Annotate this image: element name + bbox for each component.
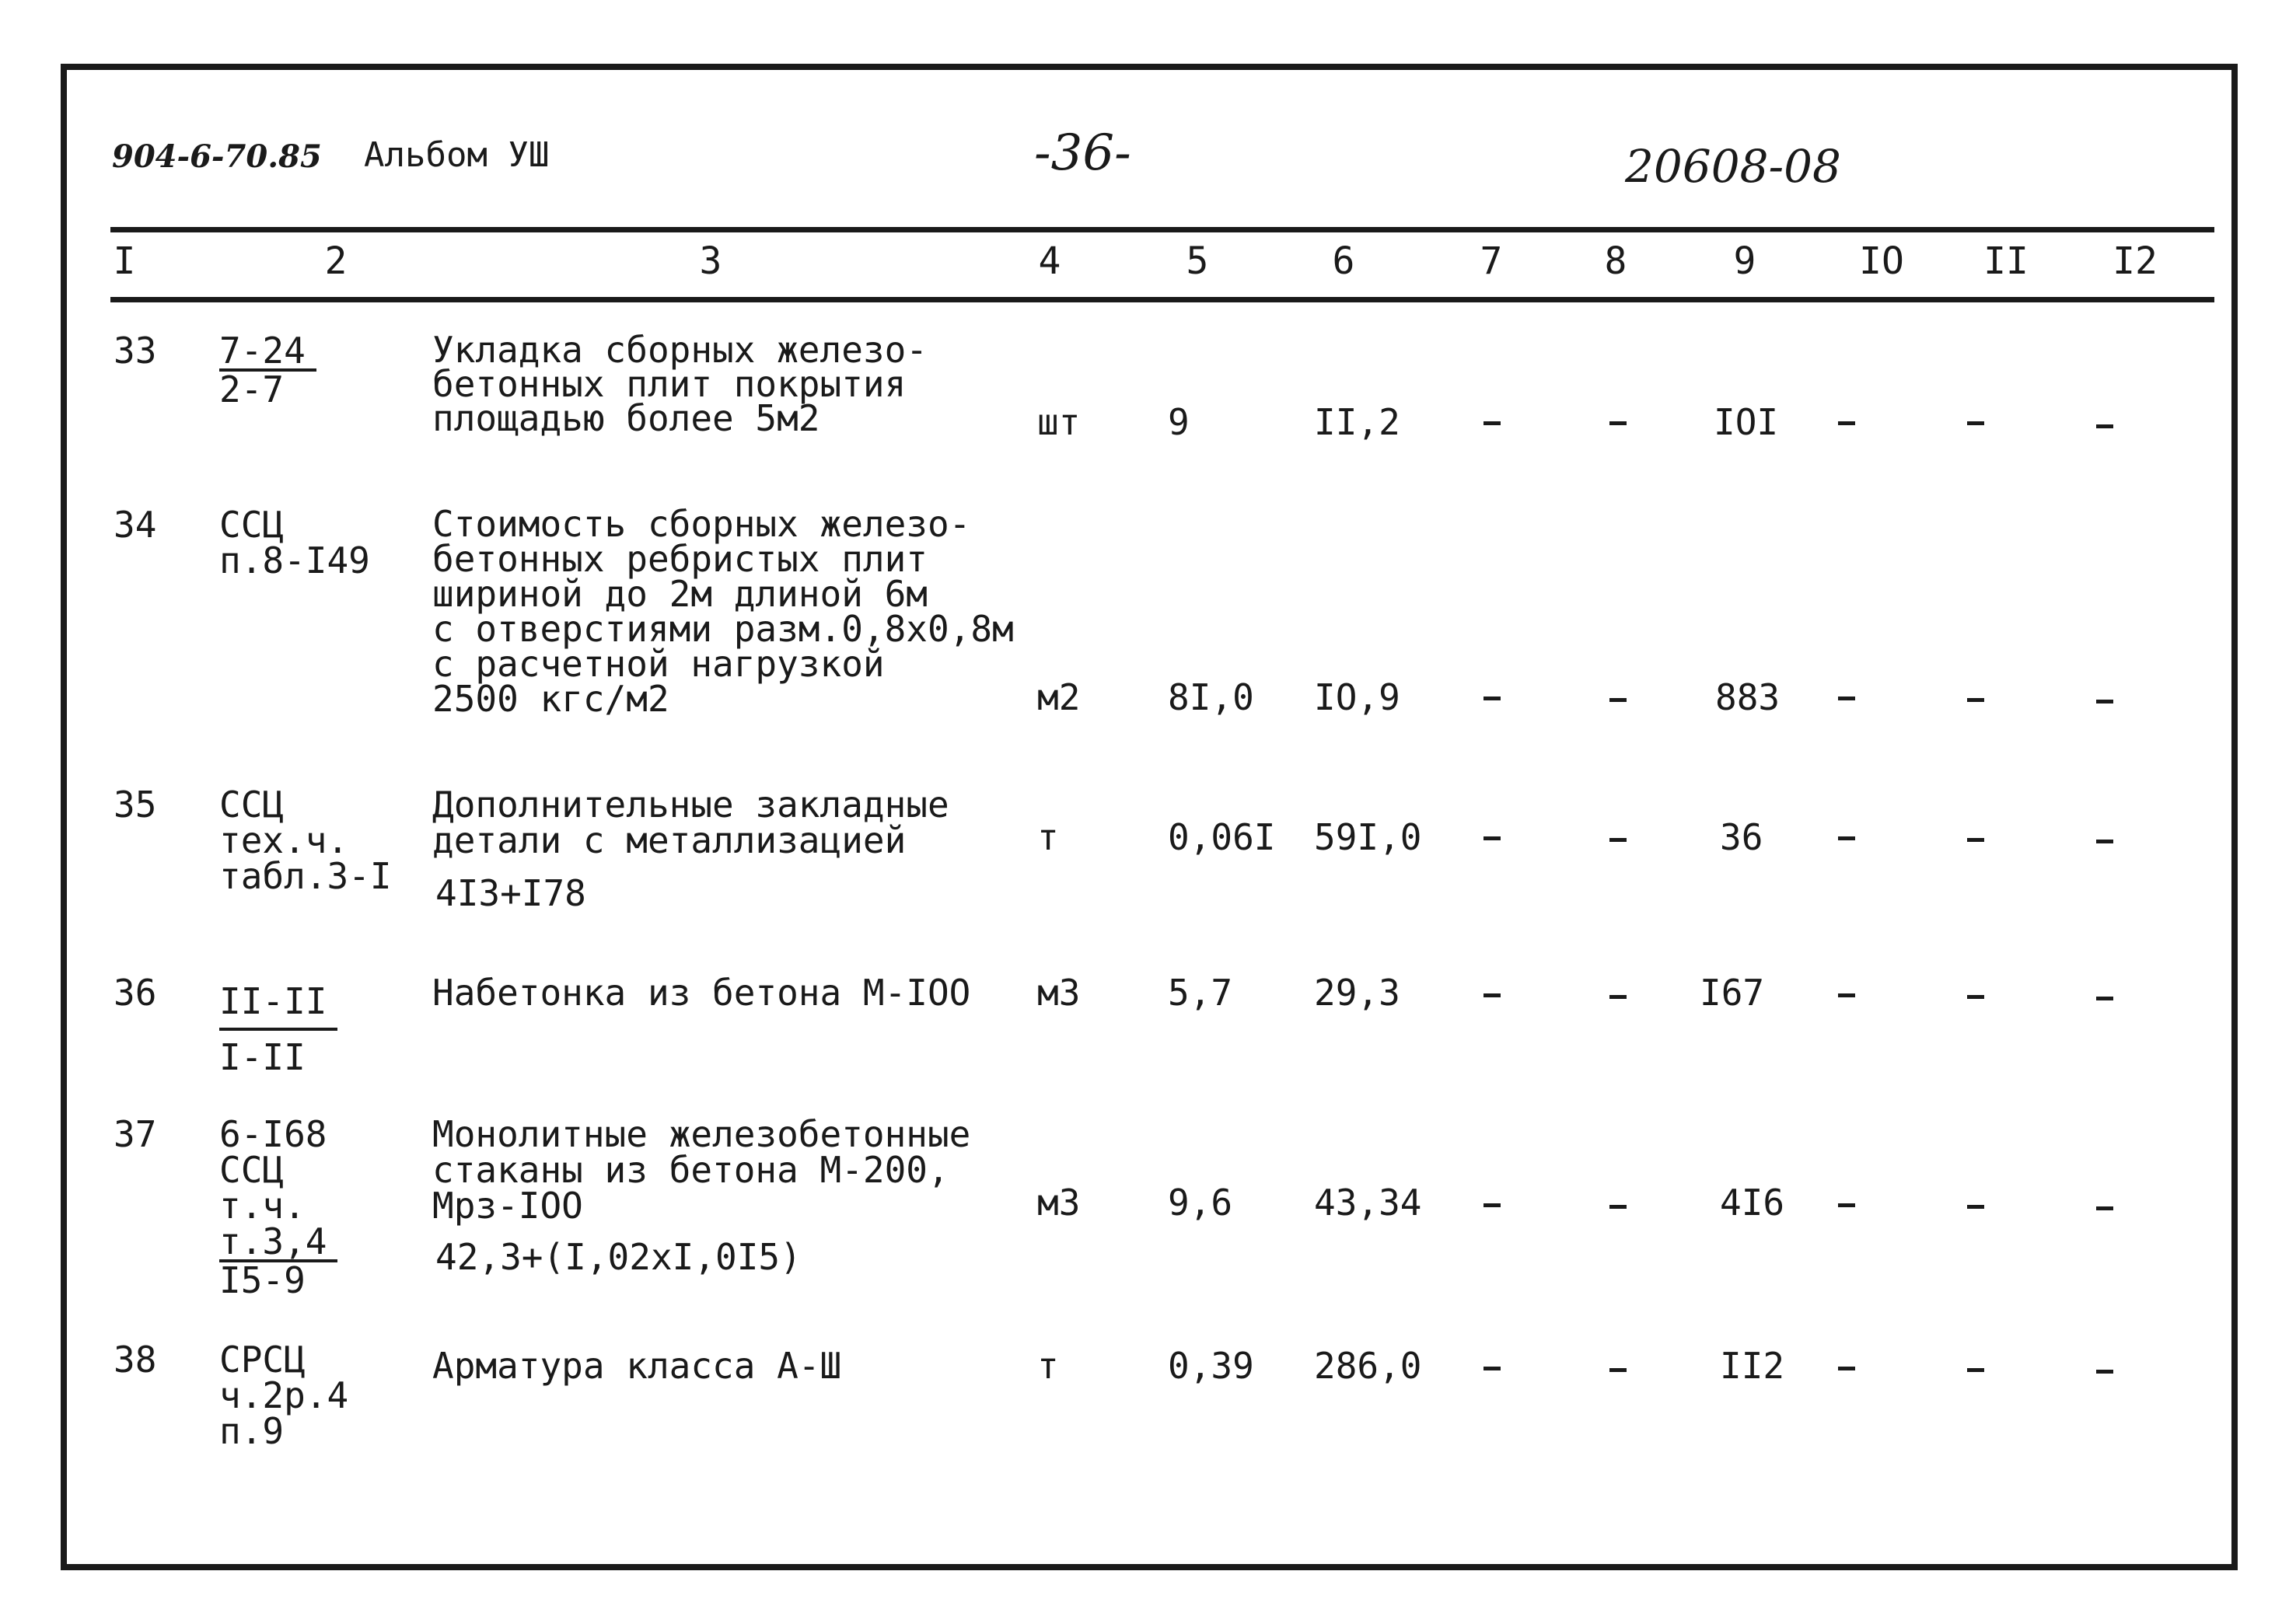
dash-col12	[2096, 700, 2113, 703]
column-number-2: 2	[324, 239, 348, 283]
dash-col11	[1967, 1205, 1984, 1209]
dash-col11	[1967, 698, 1984, 702]
page-number: -36-	[1034, 124, 1131, 182]
column-number-11: II	[1983, 239, 2029, 283]
column-number-8: 8	[1604, 239, 1627, 283]
header-rule-bottom	[110, 297, 2214, 302]
row-number: 34	[114, 504, 157, 546]
row-unit: м2	[1037, 676, 1081, 718]
row-reference: II-II I-II	[219, 975, 337, 1084]
row-reference: СРСЦ ч.2р.4 п.9	[219, 1339, 349, 1452]
dash-col8	[1609, 421, 1627, 425]
row-description: Дополнительные закладные детали с металлизацией	[432, 784, 949, 861]
row-quantity: 9,6	[1168, 1182, 1233, 1224]
dash-col12	[2096, 840, 2113, 843]
row-unit: т	[1037, 1345, 1059, 1387]
row-quantity: 5,7	[1168, 972, 1233, 1014]
row-unit: м3	[1037, 972, 1081, 1014]
row-number: 37	[114, 1113, 157, 1155]
row-unit: шт	[1037, 401, 1081, 443]
row-total: IOI	[1714, 401, 1779, 443]
dash-col12	[2096, 1206, 2113, 1210]
row-reference: ССЦ п.8-I49	[219, 504, 370, 581]
dash-col7	[1483, 836, 1501, 840]
dash-col12	[2096, 424, 2113, 428]
dash-col8	[1609, 698, 1627, 702]
dash-col8	[1609, 1205, 1627, 1209]
document-number: 20608-08	[1625, 140, 1841, 193]
column-number-1: I	[113, 239, 136, 283]
row-quantity: 9	[1168, 401, 1190, 443]
dash-col8	[1609, 995, 1627, 999]
row-unit-price: 29,3	[1314, 972, 1400, 1014]
dash-col11	[1967, 838, 1984, 842]
row-number: 35	[114, 784, 157, 826]
dash-col11	[1967, 995, 1984, 999]
row-total: 36	[1720, 816, 1763, 858]
dash-col10	[1838, 836, 1855, 840]
row-reference: 7-24 2-7	[219, 333, 316, 407]
row-formula: 42,3+(I,02хI,0I5)	[435, 1236, 802, 1278]
column-number-10: IO	[1859, 239, 1904, 283]
row-description: Арматура класса А-Ш	[432, 1345, 842, 1387]
project-code: 904-6-70.85	[112, 138, 322, 175]
column-number-12: I2	[2113, 239, 2158, 283]
row-quantity: 0,06I	[1168, 816, 1276, 858]
row-number: 38	[114, 1339, 157, 1381]
row-total: I67	[1700, 972, 1765, 1014]
column-number-7: 7	[1480, 239, 1503, 283]
row-unit: т	[1037, 816, 1059, 858]
dash-col10	[1838, 1367, 1855, 1370]
row-unit-price: 43,34	[1314, 1182, 1422, 1224]
row-reference: ССЦ тех.ч. табл.3-I	[219, 784, 392, 897]
column-number-9: 9	[1733, 239, 1756, 283]
row-number: 36	[114, 972, 157, 1014]
row-total: 4I6	[1720, 1182, 1785, 1224]
dash-col7	[1483, 1367, 1501, 1370]
dash-col11	[1967, 1368, 1984, 1372]
row-quantity: 0,39	[1168, 1345, 1254, 1387]
dash-col7	[1483, 993, 1501, 997]
row-unit-price: 59I,0	[1314, 816, 1422, 858]
column-number-6: 6	[1332, 239, 1355, 283]
row-unit-price: 286,0	[1314, 1345, 1422, 1387]
row-total: II2	[1720, 1345, 1785, 1387]
dash-col10	[1838, 1203, 1855, 1207]
row-unit-price: IO,9	[1314, 676, 1400, 718]
row-description: Набетонка из бетона М-IOO	[432, 972, 971, 1014]
header-rule-top	[110, 227, 2214, 232]
row-formula: 4I3+I78	[435, 872, 586, 914]
dash-col12	[2096, 997, 2113, 1000]
dash-col10	[1838, 421, 1855, 425]
row-unit-price: II,2	[1314, 401, 1400, 443]
dash-col8	[1609, 1368, 1627, 1372]
column-number-3: 3	[699, 239, 722, 283]
dash-col10	[1838, 697, 1855, 700]
dash-col7	[1483, 1203, 1501, 1207]
row-unit: м3	[1037, 1182, 1081, 1224]
dash-col11	[1967, 421, 1984, 425]
album-label: Альбом УШ	[364, 135, 550, 175]
row-description: Укладка сборных железо- бетонных плит покрытия площадью более 5м2	[432, 329, 928, 439]
dash-col7	[1483, 697, 1501, 700]
row-total: 883	[1715, 676, 1781, 718]
column-number-4: 4	[1038, 239, 1061, 283]
column-number-5: 5	[1186, 239, 1209, 283]
dash-col7	[1483, 421, 1501, 425]
dash-col12	[2096, 1370, 2113, 1374]
row-reference: 6-I68 ССЦ т.ч. т.3,4 I5-9	[219, 1116, 337, 1298]
row-quantity: 8I,0	[1168, 676, 1254, 718]
dash-col8	[1609, 838, 1627, 842]
dash-col10	[1838, 993, 1855, 997]
row-description: Стоимость сборных железо- бетонных ребристых плит шириной до 2м длиной 6м с отверстиями разм.0,8х0,8м с расчетной нагрузкой 2500 кгс/м2	[432, 503, 1014, 720]
row-description: Монолитные железобетонные стаканы из бетона М-200, Мрз-IOO	[432, 1113, 971, 1227]
row-number: 33	[114, 330, 157, 372]
